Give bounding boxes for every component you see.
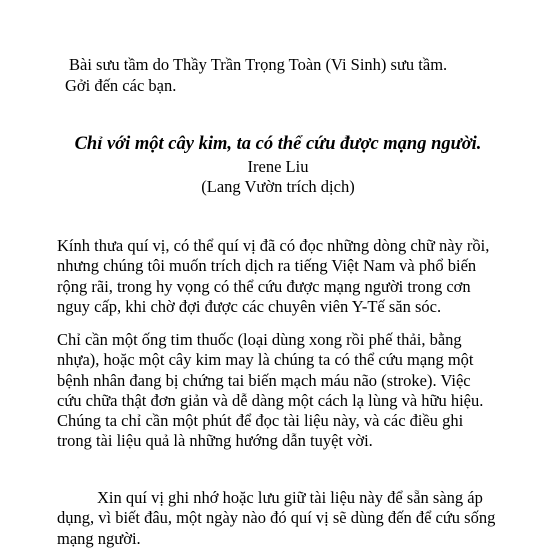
paragraph-line: Kính thưa quí vị, có thể quí vị đã có đọc những dòng chữ này rồi, [57, 236, 490, 255]
paragraph-line: cứu chữa thật đơn giản và dễ dàng một cách lạ lùng và hữu hiệu. [57, 390, 484, 410]
paragraph-line: nguy cấp, khi chờ đợi được các chuyên viên Y-Tế săn sóc. [57, 296, 442, 316]
intro-line-1: Bài sưu tầm do Thầy Trần Trọng Toàn (Vi Sinh) sưu tầm. [69, 55, 448, 74]
article-translator: (Lang Vườn trích dịch) [201, 177, 355, 196]
paragraph-line: rộng rãi, trong hy vọng có thể cứu được mạng người trong cơn [57, 276, 471, 296]
paragraph-2 [57, 330, 547, 452]
paragraph-line: mạng người. [57, 528, 141, 548]
article-title: Chỉ với một cây kim, ta có thể cứu được mạng người. [74, 134, 482, 154]
paragraph-line: bệnh nhân đang bị chứng tai biến mạch máu não (stroke). Việc [57, 370, 471, 390]
paragraph-line: Xin quí vị ghi nhớ hoặc lưu giữ tài liệu này để sẵn sàng áp [97, 488, 483, 507]
paragraph-line: nhựa), hoặc một cây kim may là chúng ta có thể cứu mạng một [57, 350, 474, 370]
paragraph-line: Chỉ cần một ống tim thuốc (loại dùng xong rồi phế thải, bằng [57, 330, 462, 349]
paragraph-line: nhưng chúng tôi muốn trích dịch ra tiếng Việt Nam và phổ biến [57, 256, 477, 276]
paragraph-1 [57, 236, 547, 317]
paragraph-3 [57, 488, 547, 549]
paragraph-line: dụng, vì biết đâu, một ngày nào đó quí vị sẽ dùng đến để cứu sống [57, 508, 496, 528]
paragraph-line: trong tài liệu quả là những hướng dẫn tuyệt vời. [57, 431, 373, 451]
intro-line-2: Gởi đến các bạn. [65, 76, 177, 95]
article-author: Irene Liu [247, 157, 309, 176]
paragraph-line: Chúng ta chỉ cần một phút để đọc tài liệu này, và các điều ghi [57, 411, 464, 431]
